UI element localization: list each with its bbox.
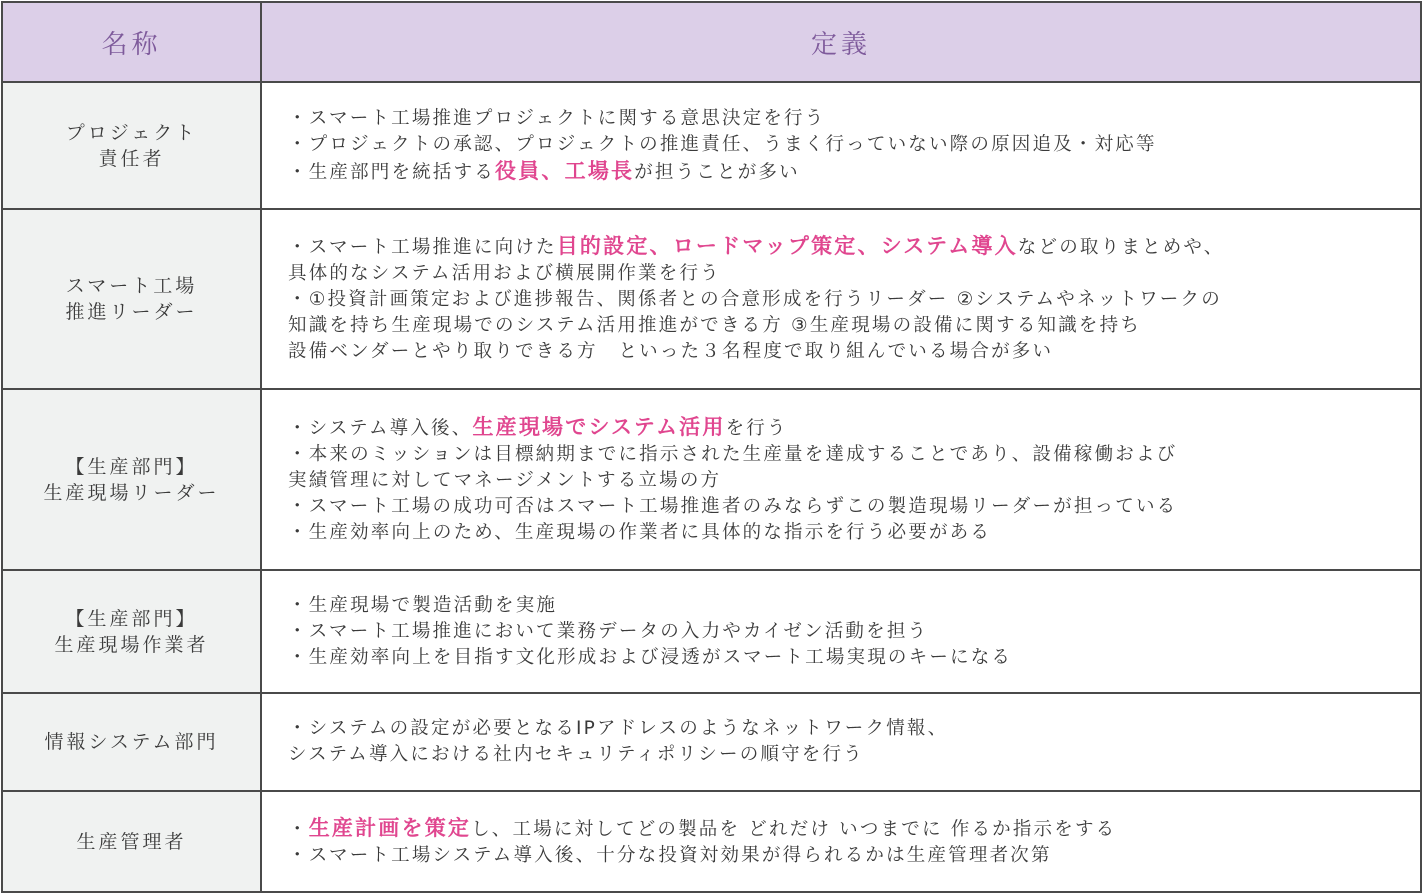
definition-bullet	[288, 716, 1420, 768]
bullet-text: ・スマート工場推進に向けた	[288, 237, 557, 258]
bullet-continuation: 知識を持ち生産現場でのシステム活用推進ができる方 ③生産現場の設備に関する知識を持ち	[288, 315, 1142, 336]
bullet-text: ・生産効率向上を目指す文化形成および浸透がスマート工場実現のキーになる	[288, 646, 1013, 668]
role-definition-table	[1, 1, 1422, 893]
definition-bullet	[288, 494, 1420, 520]
header-name: 名称	[2, 2, 261, 82]
table-row	[2, 693, 1421, 791]
definition-bullet	[288, 645, 1420, 671]
bullet-continuation: 実績管理に対してマネージメントする立場の方	[288, 469, 722, 491]
role-definition-cell	[261, 209, 1421, 389]
bullet-text: ・システム導入後、	[288, 417, 473, 439]
role-name-line: 生産現場作業者	[54, 633, 209, 656]
role-name-cell	[2, 82, 261, 209]
bullet-continuation: システム導入における社内セキュリティポリシーの順守を行う	[288, 744, 864, 765]
role-name-cell	[2, 791, 261, 892]
role-definition-cell	[261, 693, 1421, 791]
table-row	[2, 389, 1421, 570]
definition-bullet	[288, 815, 1420, 843]
bullet-text: ・生産効率向上のため、生産現場の作業者に具体的な指示を行う必要がある	[288, 521, 992, 543]
highlight-text: 目的設定、ロードマップ策定、システム導入	[556, 234, 1018, 258]
bullet-text: などの取りまとめや、	[1017, 237, 1225, 258]
bullet-text: ・スマート工場システム導入後、十分な投資対効果が得られるかは生産管理者次第	[288, 844, 1052, 866]
bullet-text: ・スマート工場の成功可否はスマート工場推進者のみならずこの製造現場リーダーが担っている	[288, 495, 1178, 517]
definition-bullet	[288, 520, 1420, 546]
role-name-line: 責任者	[98, 147, 165, 170]
definition-bullet	[288, 287, 1420, 365]
role-name-line: 【生産部門】	[65, 455, 198, 478]
bullet-text: ・プロジェクトの承認、プロジェクトの推進責任、うまく行っていない際の原因追及・対応等	[288, 133, 1157, 155]
role-definition-cell	[261, 570, 1421, 693]
highlight-text: 生産現場でシステム活用	[472, 414, 726, 439]
bullet-text: ・生産部門を統括する	[288, 161, 496, 183]
role-name-cell	[2, 693, 261, 791]
role-name-line: 生産管理者	[76, 830, 187, 853]
bullet-text: ・①投資計画策定および進捗報告、関係者との合意形成を行うリーダー ②システムやネットワークの	[288, 289, 1222, 310]
bullet-continuation: 具体的なシステム活用および横展開作業を行う	[288, 263, 721, 284]
table-row	[2, 209, 1421, 389]
bullet-text: が担うことが多い	[634, 161, 800, 183]
bullet-text: ・本来のミッションは目標納期までに指示された生産量を達成することであり、設備稼働および	[288, 443, 1178, 465]
definition-bullet	[288, 106, 1420, 132]
definition-bullet	[288, 233, 1420, 287]
bullet-text: ・システムの設定が必要となるIPアドレスのようなネットワーク情報、	[288, 718, 949, 739]
bullet-continuation: 設備ベンダーとやり取りできる方 といった３名程度で取り組んでいる場合が多い	[288, 341, 1054, 362]
table-header-row	[2, 2, 1421, 82]
definition-bullet	[288, 414, 1420, 442]
role-name-line: 生産現場リーダー	[43, 481, 220, 504]
role-name-line: 【生産部門】	[65, 607, 198, 630]
bullet-text: ・スマート工場推進において業務データの入力やカイゼン活動を担う	[288, 620, 929, 642]
role-definition-cell	[261, 389, 1421, 570]
role-name-cell	[2, 389, 261, 570]
definition-bullet	[288, 442, 1420, 494]
bullet-text: を行う	[725, 417, 788, 439]
role-name-line: 情報システム部門	[44, 731, 219, 753]
definition-bullet	[288, 132, 1420, 158]
definition-bullet	[288, 843, 1420, 869]
highlight-text: 役員、工場長	[495, 158, 635, 183]
definition-bullet	[288, 593, 1420, 619]
definition-bullet	[288, 158, 1420, 186]
bullet-text: ・生産現場で製造活動を実施	[288, 594, 558, 616]
definition-bullet	[288, 619, 1420, 645]
header-definition: 定義	[261, 2, 1421, 82]
table-row	[2, 82, 1421, 209]
role-name-cell	[2, 209, 261, 389]
highlight-text: 生産計画を策定	[308, 815, 472, 840]
role-name-line: スマート工場	[65, 275, 198, 297]
table-row	[2, 791, 1421, 892]
bullet-text: し、工場に対してどの製品を どれだけ いつまでに 作るか指示をする	[471, 818, 1117, 840]
table-row	[2, 570, 1421, 693]
bullet-text: ・	[288, 818, 309, 840]
role-name-cell	[2, 570, 261, 693]
role-name-line: プロジェクト	[65, 121, 198, 144]
role-definition-cell	[261, 791, 1421, 892]
role-name-line: 推進リーダー	[65, 301, 198, 323]
bullet-text: ・スマート工場推進プロジェクトに関する意思決定を行う	[288, 107, 826, 129]
role-definition-cell	[261, 82, 1421, 209]
